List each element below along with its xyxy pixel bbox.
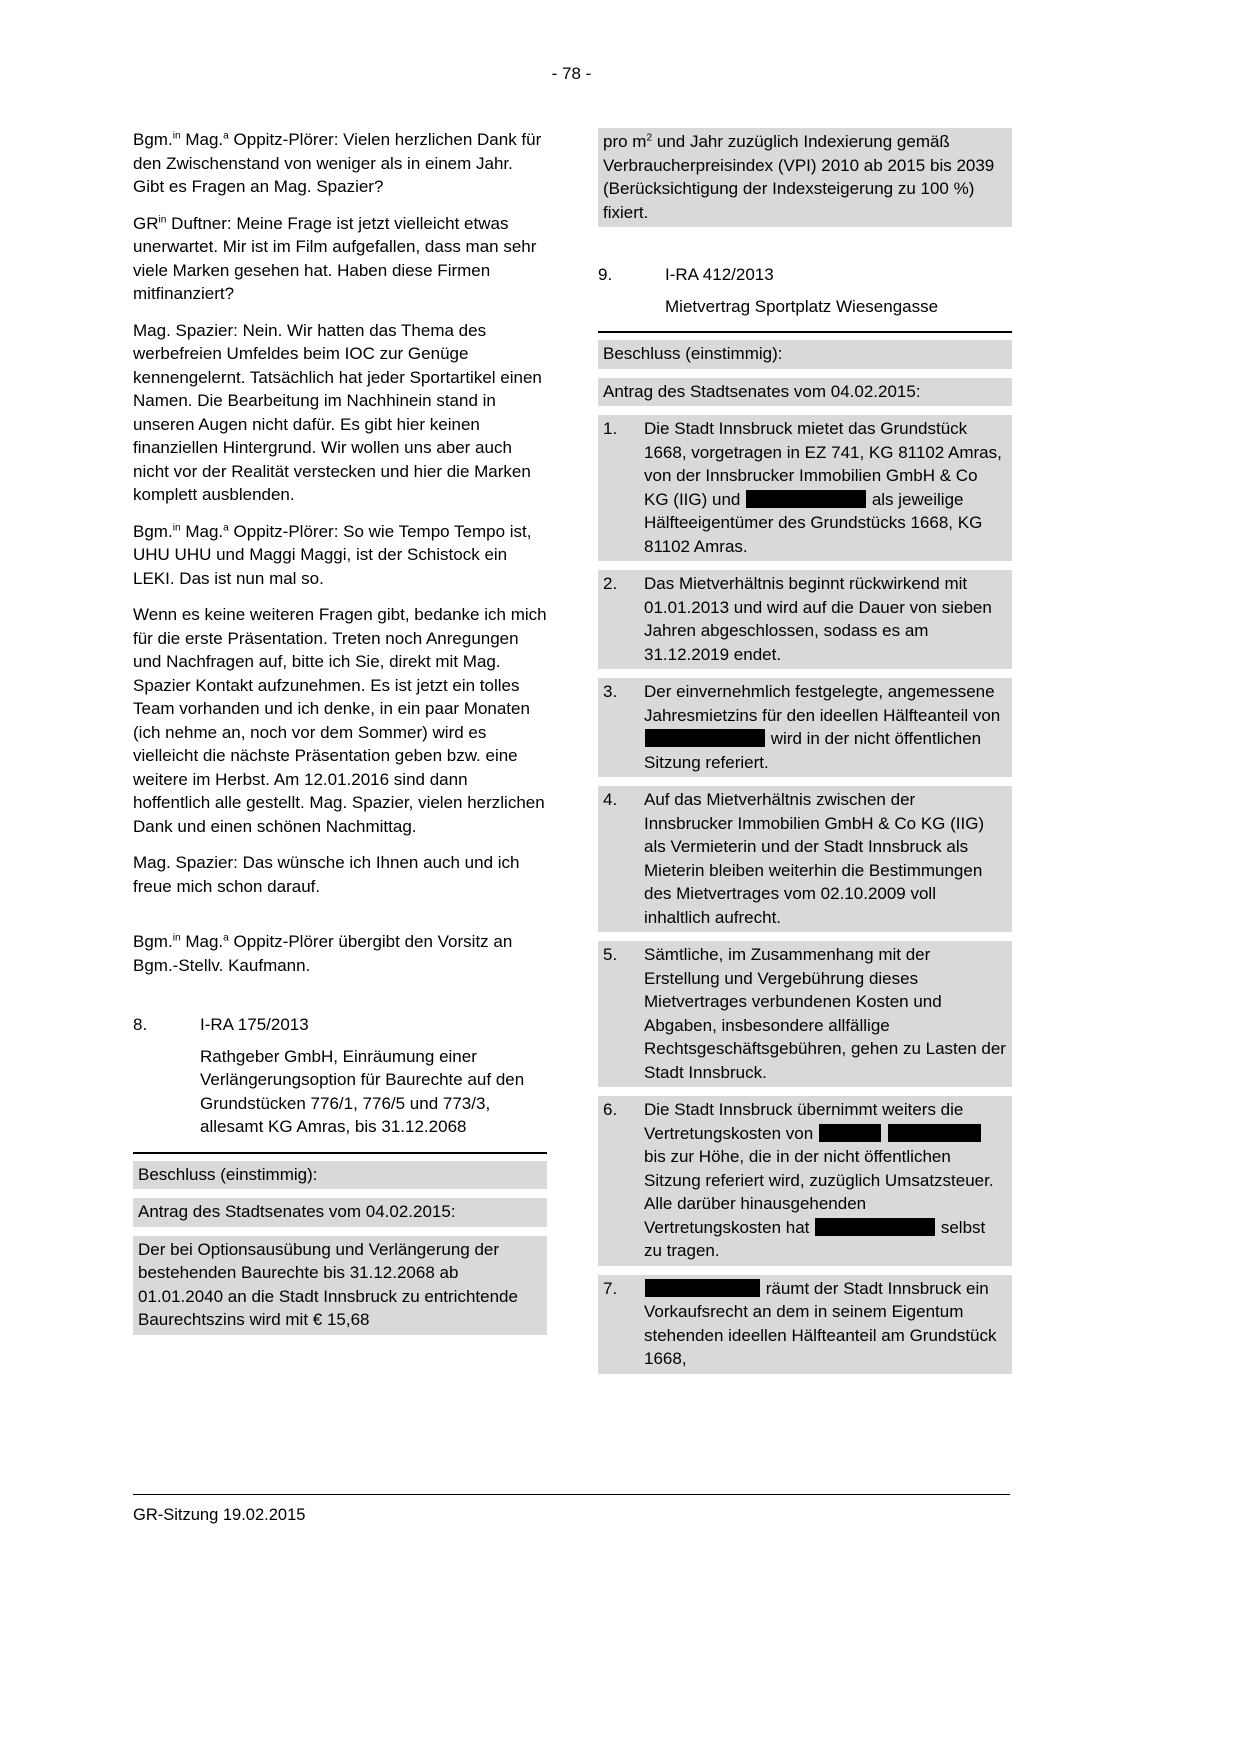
decision-item-number: 5. xyxy=(603,945,618,964)
right-column xyxy=(598,128,1012,1383)
page-footer xyxy=(133,1494,1010,1528)
decision-item-text: Die Stadt Innsbruck übernimmt weiters die Vertretungskosten von bis zur Höhe, die in der nicht öffentlichen Sitzung referiert wird, zuzüglich Umsatzsteuer. Alle darüber hinausgehenden Vertretungskosten hat selbst zu tragen. xyxy=(644,1100,994,1260)
superscript: in xyxy=(172,521,181,533)
agenda-item-subject: Rathgeber GmbH, Einräumung einer Verlängerungsoption für Baurechte auf den Grundstücken 776/1, 776/5 und 773/3, allesamt KG Amras, bis 31.12.2068 xyxy=(200,1046,525,1136)
speech-paragraph: $GR^{in}$ Duftner: Meine Frage ist jetzt vielleicht etwas unerwartet. Mir ist im Film aufgefallen, dass man sehr viele Marken gesehen hat. Haben diese Firmen mitfinanziert? xyxy=(133,213,537,303)
decision-item-number: 4. xyxy=(603,790,618,809)
superscript: a xyxy=(223,932,229,944)
superscript: a xyxy=(223,521,229,533)
decision-item-text: Die Stadt Innsbruck mietet das Grundstück 1668, vorgetragen in EZ 741, KG 81102 Amras, von der Innsbrucker Immobilien GmbH & Co KG (IIG) und als jeweilige Hälfteeigentümer des Grundstücks 1668, KG 81102 Amras. xyxy=(644,419,1002,556)
superscript: a xyxy=(223,130,229,142)
decision-item-text: Sämtliche, im Zusammenhang mit der Erstellung und Vergebührung dieses Mietvertrages verbundenen Kosten und Abgaben, insbesondere allfällige Rechtsgeschäftsgebühren, gehen zu Lasten der Stadt Innsbruck. xyxy=(644,945,1006,1082)
decision-body-continuation: pro $m^2$ und Jahr zuzüglich Indexierung gemäß Verbraucherpreisindex (VPI) 2010 ab 2015 bis 2039 (Berücksichtigung der Indexsteigerung zu 100 %) fixiert. xyxy=(598,128,1012,227)
decision-item-number: 2. xyxy=(603,574,618,593)
agenda-item-8 xyxy=(133,1013,547,1154)
decision-item xyxy=(598,941,1012,1087)
decision-heading: Beschluss (einstimmig): xyxy=(598,340,1012,369)
speech-paragraph: Mag. Spazier: Nein. Wir hatten das Thema des werbefreien Umfeldes beim IOC zur Genüge kennengelernt. Tatsächlich hat jeder Sportartikel einen Namen. Die Bearbeitung im Nachhinein stand in unseren Augen nicht dafür. Es gibt hier keinen finanziellen Hintergrund. Wir wollen uns aber auch nicht vor der Realität verstecken und hier die Marken komplett ausblenden. xyxy=(133,320,542,504)
decision-item xyxy=(598,1275,1012,1374)
agenda-item-reference: I-RA 412/2013 xyxy=(665,265,774,284)
superscript: 2 xyxy=(646,132,653,144)
redaction-bar xyxy=(645,729,765,747)
page-number: - 78 - xyxy=(551,64,592,83)
decision-item-number: 3. xyxy=(603,682,618,701)
speech-paragraph: Mag. Spazier: Das wünsche ich Ihnen auch und ich freue mich schon darauf. xyxy=(133,853,520,896)
decision-item-text: Auf das Mietverhältnis zwischen der Innsbrucker Immobilien GmbH & Co KG (IIG) als Vermieterin und der Stadt Innsbruck als Mieterin bleiben weiterhin die Bestimmungen des Mietvertrages vom 02.10.2009 voll inhaltlich aufrecht. xyxy=(644,790,985,927)
superscript: in xyxy=(172,130,181,142)
left-column xyxy=(133,128,547,1344)
decision-item-number: 1. xyxy=(603,419,618,438)
agenda-item-number: 9. xyxy=(598,265,613,284)
decision-heading: Beschluss (einstimmig): xyxy=(133,1161,547,1190)
decision-body: Der bei Optionsausübung und Verlängerung der bestehenden Baurechte bis 31.12.2068 ab 01.01.2040 an die Stadt Innsbruck zu entrichtende Baurechtszins wird mit € 15,68 xyxy=(133,1236,547,1335)
decision-item-number: 7. xyxy=(603,1278,618,1298)
agenda-item-head xyxy=(133,1013,547,1037)
redaction-bar xyxy=(888,1124,981,1142)
speech-paragraph: Bgm.$^{in}$ Mag.$^a$ Oppitz-Plörer: Vielen herzlichen Dank für den Zwischenstand von weniger als in einem Jahr. Gibt es Fragen an Mag. Spazier? xyxy=(133,130,542,196)
decision-item-text: Das Mietverhältnis beginnt rückwirkend mit 01.01.2013 und wird auf die Dauer von sieben Jahren abgeschlossen, sodass es am 31.12.2019 endet. xyxy=(644,574,992,664)
redaction-bar xyxy=(746,490,866,508)
agenda-item-divider xyxy=(133,1152,547,1154)
agenda-item-head xyxy=(598,263,1012,287)
decision-item-text: Der einvernehmlich festgelegte, angemessene Jahresmietzins für den ideellen Hälfteanteil von wird in der nicht öffentlichen Sitzung referiert. xyxy=(644,682,1001,772)
agenda-item-number: 8. xyxy=(133,1015,148,1034)
agenda-item-reference: I-RA 175/2013 xyxy=(200,1015,309,1034)
redaction-bar xyxy=(645,1279,760,1297)
superscript: in xyxy=(158,213,167,225)
decision-item xyxy=(598,678,1012,777)
decision-item xyxy=(598,415,1012,561)
agenda-item-9 xyxy=(598,263,1012,333)
footer-divider xyxy=(133,1494,1010,1495)
redaction-bar xyxy=(815,1218,935,1236)
redaction-bar xyxy=(819,1124,881,1142)
decision-item xyxy=(598,786,1012,932)
superscript: in xyxy=(172,932,181,944)
decision-item xyxy=(598,570,1012,669)
speech-paragraph: Bgm.$^{in}$ Mag.$^a$ Oppitz-Plörer: So wie Tempo Tempo ist, UHU UHU und Maggi Maggi, ist der Schistock ein LEKI. Das ist nun mal so. xyxy=(133,521,532,588)
speech-paragraph: Wenn es keine weiteren Fragen gibt, bedanke ich mich für die erste Präsentation. Treten noch Anregungen und Nachfragen auf, bitte ich Sie, direkt mit Mag. Spazier Kontakt aufzunehmen. Es ist jetzt ein tolles Team vorhanden und ich denke, in ein paar Monaten (ich nehme an, noch vor dem Sommer) wird es vielleicht die nächste Präsentation geben bzw. eine weitere im Herbst. Am 12.01.2016 sind dann hoffentlich alle gestellt. Mag. Spazier, vielen herzlichen Dank und einen schönen Nachmittag. xyxy=(133,605,547,836)
agenda-item-divider xyxy=(598,331,1012,333)
decision-motion: Antrag des Stadtsenates vom 04.02.2015: xyxy=(598,378,1012,407)
footer-text: GR-Sitzung 19.02.2015 xyxy=(133,1506,306,1524)
decision-item-number: 6. xyxy=(603,1100,618,1119)
agenda-item-subject: Mietvertrag Sportplatz Wiesengasse xyxy=(665,296,939,316)
decision-item xyxy=(598,1096,1012,1266)
decision-item-text: räumt der Stadt Innsbruck ein Vorkaufsrecht an dem in seinem Eigentum stehenden ideellen Hälfteanteil am Grundstück 1668, xyxy=(644,1278,997,1368)
chair-handover-paragraph: Bgm.$^{in}$ Mag.$^a$ Oppitz-Plörer übergibt den Vorsitz an Bgm.-Stellv. Kaufmann. xyxy=(133,932,513,975)
decision-motion: Antrag des Stadtsenates vom 04.02.2015: xyxy=(133,1198,547,1227)
